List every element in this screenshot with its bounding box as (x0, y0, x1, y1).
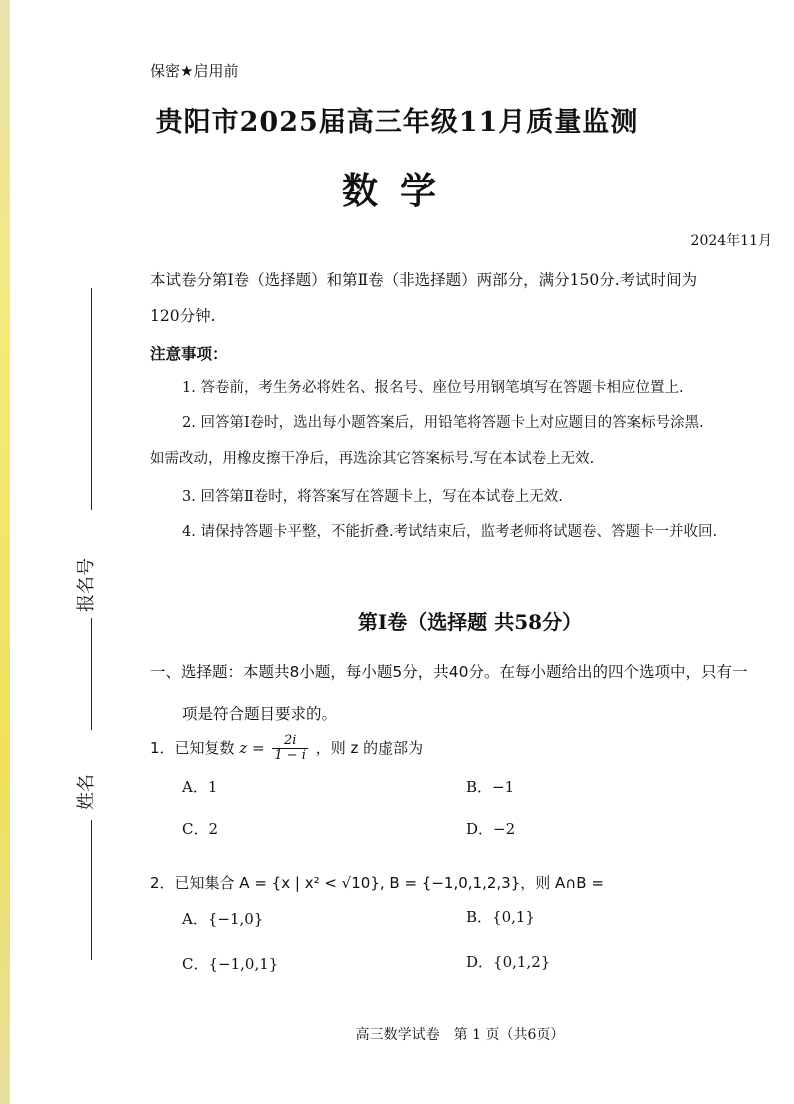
exam-number-line-upper (91, 288, 92, 510)
question-1-option-c: C．2 (182, 820, 219, 838)
intro-line-1: 本试卷分第Ⅰ卷（选择题）和第Ⅱ卷（非选择题）两部分，满分150分.考试时间为 (150, 271, 698, 289)
question-1-option-d: D．−2 (466, 820, 516, 838)
question-1-suffix: ，则 z 的虚部为 (315, 738, 424, 757)
section-instructions-1: 一、选择题：本题共8小题，每小题5分，共40分。在每小题给出的四个选项中，只有一 (150, 663, 748, 681)
question-1-stem (150, 734, 423, 764)
section-title: 第Ⅰ卷（选择题 共58分） (357, 610, 583, 634)
confidential-label: 保密★启用前 (150, 62, 239, 80)
question-2-option-b: B．{0,1} (466, 908, 535, 926)
question-1-option-a: A．1 (182, 778, 218, 796)
question-2-option-a: A．{−1,0} (182, 910, 264, 928)
notice-item-3: 3. 回答第Ⅱ卷时，将答案写在答题卡上，写在本试卷上无效. (182, 489, 563, 505)
fraction-numerator: 2i (272, 734, 308, 749)
section-instructions-2: 项是符合题目要求的。 (182, 705, 338, 723)
notice-item-2a: 2. 回答第Ⅰ卷时，选出每小题答案后，用铅笔将答题卡上对应题目的答案标号涂黑. (182, 415, 704, 431)
question-1-fraction (272, 734, 308, 764)
exam-date: 2024年11月 (690, 233, 772, 249)
page-footer: 高三数学试卷 第 1 页（共6页） (355, 1027, 565, 1043)
question-1-option-b: B．−1 (466, 778, 515, 796)
question-2-option-c: C．{−1,0,1} (182, 955, 279, 973)
notice-item-1: 1. 答卷前，考生务必将姓名、报名号、座位号用钢笔填写在答题卡相应位置上. (182, 380, 684, 396)
exam-title: 贵阳市2025届高三年级11月质量监测 (155, 107, 639, 138)
intro-line-2: 120分钟. (150, 307, 216, 325)
question-1-z: z = (239, 738, 265, 757)
notice-item-4: 4. 请保持答题卡平整，不能折叠.考试结束后，监考老师将试题卷、答题卡一并收回. (182, 524, 718, 540)
notice-item-2b: 如需改动，用橡皮擦干净后，再选涂其它答案标号.写在本试卷上无效. (150, 451, 595, 467)
exam-number-label: 报名号 (76, 558, 97, 612)
question-1-prefix: 1．已知复数 (150, 738, 235, 757)
question-2-option-d: D．{0,1,2} (466, 953, 551, 971)
fraction-denominator: 1 − i (274, 748, 306, 764)
question-2-stem: 2．已知集合 A = {x | x² < √10}, B = {−1,0,1,2,3}，则 A∩B = (150, 874, 604, 892)
name-line (91, 820, 92, 960)
subject-title: 数学 (341, 170, 458, 212)
notice-heading: 注意事项： (150, 344, 228, 363)
name-label: 姓名 (76, 774, 97, 810)
